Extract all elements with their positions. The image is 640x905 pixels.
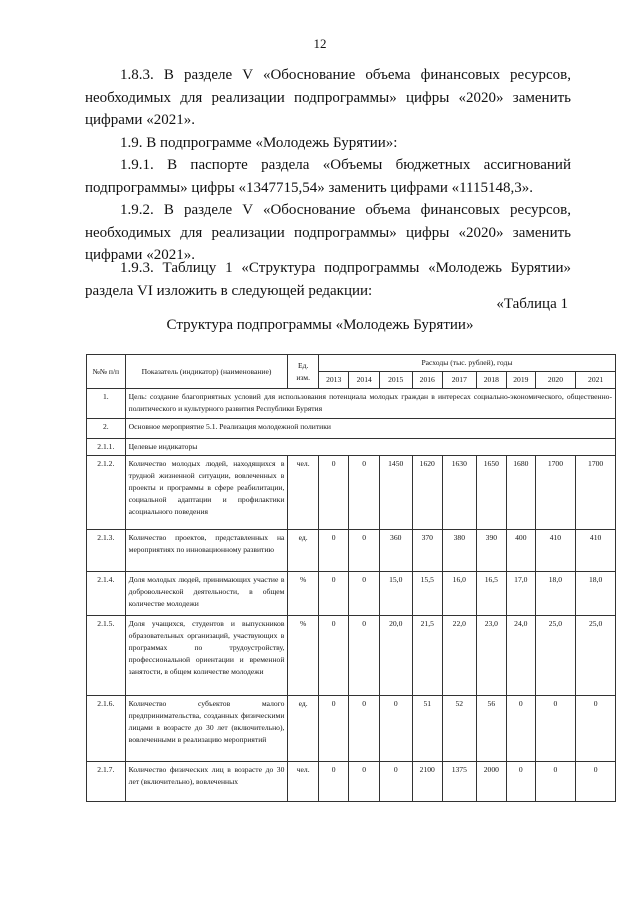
row-value: 410 — [576, 530, 616, 572]
row-value: 18,0 — [576, 572, 616, 616]
row-unit: чел. — [288, 456, 319, 530]
row-unit: чел. — [288, 762, 319, 802]
row-value: 0 — [379, 762, 412, 802]
row-value: 2000 — [476, 762, 507, 802]
header-year: 2020 — [535, 372, 576, 389]
row-value: 56 — [476, 696, 507, 762]
row-value: 390 — [476, 530, 507, 572]
row-value: 25,0 — [535, 616, 576, 696]
paragraph-1-9-1: 1.9.1. В паспорте раздела «Объемы бюджетных ассигнований подпрограммы» цифры «1347715,54» заменить цифрами «1115148,3». — [85, 157, 571, 196]
row-value: 0 — [349, 530, 380, 572]
header-expenses: Расходы (тыс. рублей), годы — [318, 355, 615, 372]
row-indicator: Доля учащихся, студентов и выпускников образовательных организаций, участвующих в программах по трудоустройству, профессиональной ориентации и временной занятости, в общем количестве молодежи — [125, 616, 288, 696]
row-value: 21,5 — [412, 616, 443, 696]
row-value: 0 — [507, 696, 535, 762]
row-number: 2. — [87, 419, 126, 439]
row-indicator: Доля молодых людей, принимающих участие в добровольческой деятельности, в общем количестве молодежи — [125, 572, 288, 616]
header-indicator: Показатель (индикатор) (наименование) — [125, 355, 288, 389]
row-number: 2.1.3. — [87, 530, 126, 572]
row-value: 1375 — [443, 762, 477, 802]
row-value: 1630 — [443, 456, 477, 530]
row-unit: ед. — [288, 696, 319, 762]
row-value: 0 — [535, 762, 576, 802]
row-number: 2.1.5. — [87, 616, 126, 696]
row-value: 0 — [349, 616, 380, 696]
header-year: 2021 — [576, 372, 616, 389]
table-title: Структура подпрограммы «Молодежь Бурятии» — [166, 317, 474, 333]
row-value: 24,0 — [507, 616, 535, 696]
row-value: 1700 — [535, 456, 576, 530]
row-value: 20,0 — [379, 616, 412, 696]
row-value: 0 — [576, 762, 616, 802]
paragraph-1-9-3: 1.9.3. Таблицу 1 «Структура подпрограммы «Молодежь Бурятии» раздела VI изложить в следующей редакции: — [85, 260, 571, 299]
header-num: №№ п/п — [87, 355, 126, 389]
structure-table — [86, 354, 616, 802]
row-number: 1. — [87, 389, 126, 419]
table-row — [87, 419, 616, 439]
row-unit: ед. — [288, 530, 319, 572]
row-value: 18,0 — [535, 572, 576, 616]
header-year: 2016 — [412, 372, 443, 389]
table-row — [87, 572, 616, 616]
row-value: 51 — [412, 696, 443, 762]
row-value: 1650 — [476, 456, 507, 530]
row-span-text: Целевые индикаторы — [125, 439, 615, 456]
table-row — [87, 456, 616, 530]
row-value: 1450 — [379, 456, 412, 530]
row-number: 2.1.1. — [87, 439, 126, 456]
header-year: 2018 — [476, 372, 507, 389]
row-number: 2.1.6. — [87, 696, 126, 762]
row-value: 17,0 — [507, 572, 535, 616]
row-value: 0 — [349, 456, 380, 530]
paragraph-1-9-2: 1.9.2. В разделе V «Обоснование объема финансовых ресурсов, необходимых для реализации подпрограммы» цифры «2020» заменить цифрами «2021». — [85, 202, 571, 263]
row-value: 0 — [349, 572, 380, 616]
row-value: 0 — [318, 572, 349, 616]
row-value: 0 — [318, 530, 349, 572]
row-value: 0 — [318, 616, 349, 696]
header-year: 2014 — [349, 372, 380, 389]
row-value: 400 — [507, 530, 535, 572]
row-value: 0 — [535, 696, 576, 762]
table-row — [87, 389, 616, 419]
row-value: 0 — [576, 696, 616, 762]
row-value: 1620 — [412, 456, 443, 530]
table-body — [87, 389, 616, 802]
row-value: 0 — [349, 762, 380, 802]
row-value: 410 — [535, 530, 576, 572]
row-indicator: Количество физических лиц в возрасте до 30 лет (включительно), вовлеченных — [125, 762, 288, 802]
row-value: 15,0 — [379, 572, 412, 616]
row-value: 1700 — [576, 456, 616, 530]
row-value: 0 — [318, 762, 349, 802]
header-year: 2017 — [443, 372, 477, 389]
table-row — [87, 762, 616, 802]
row-value: 23,0 — [476, 616, 507, 696]
row-value: 15,5 — [412, 572, 443, 616]
row-number: 2.1.7. — [87, 762, 126, 802]
table-row — [87, 616, 616, 696]
row-value: 25,0 — [576, 616, 616, 696]
row-number: 2.1.4. — [87, 572, 126, 616]
header-year: 2013 — [318, 372, 349, 389]
row-unit: % — [288, 616, 319, 696]
row-indicator: Количество субъектов малого предпринимательства, созданных физическими лицами в возрасте до 30 лет (включительно), вовлеченными в реализацию мероприятий — [125, 696, 288, 762]
row-value: 370 — [412, 530, 443, 572]
row-value: 52 — [443, 696, 477, 762]
table-reference: «Таблица 1 — [496, 296, 568, 312]
page-number: 12 — [313, 36, 327, 51]
row-value: 0 — [349, 696, 380, 762]
table-row — [87, 439, 616, 456]
table-row — [87, 530, 616, 572]
row-indicator: Количество проектов, представленных на мероприятиях по инновационному развитию — [125, 530, 288, 572]
row-value: 0 — [507, 762, 535, 802]
row-value: 1680 — [507, 456, 535, 530]
row-value: 16,5 — [476, 572, 507, 616]
table-row — [87, 696, 616, 762]
row-value: 22,0 — [443, 616, 477, 696]
paragraph-1-9: 1.9. В подпрограмме «Молодежь Бурятии»: — [120, 135, 398, 151]
row-value: 380 — [443, 530, 477, 572]
row-indicator: Количество молодых людей, находящихся в трудной жизненной ситуации, вовлеченных в проекты и программы в сфере реабилитации, социальной адаптации и профилактики асоциального поведения — [125, 456, 288, 530]
row-value: 0 — [379, 696, 412, 762]
row-value: 360 — [379, 530, 412, 572]
row-span-text: Основное мероприятие 5.1. Реализация молодежной политики — [125, 419, 615, 439]
header-year: 2015 — [379, 372, 412, 389]
row-number: 2.1.2. — [87, 456, 126, 530]
row-value: 0 — [318, 456, 349, 530]
table-header-row — [87, 355, 616, 372]
row-value: 0 — [318, 696, 349, 762]
row-value: 16,0 — [443, 572, 477, 616]
row-span-text: Цель: создание благоприятных условий для использования потенциала молодых граждан в интересах социально-экономического, общественно-политического и культурного развития Республики Бурятия — [125, 389, 615, 419]
header-year: 2019 — [507, 372, 535, 389]
row-value: 2100 — [412, 762, 443, 802]
paragraph-1-8-3: 1.8.3. В разделе V «Обоснование объема финансовых ресурсов, необходимых для реализации подпрограммы» цифры «2020» заменить цифрами «2021». — [85, 67, 571, 128]
header-unit: Ед. изм. — [288, 355, 319, 389]
row-unit: % — [288, 572, 319, 616]
